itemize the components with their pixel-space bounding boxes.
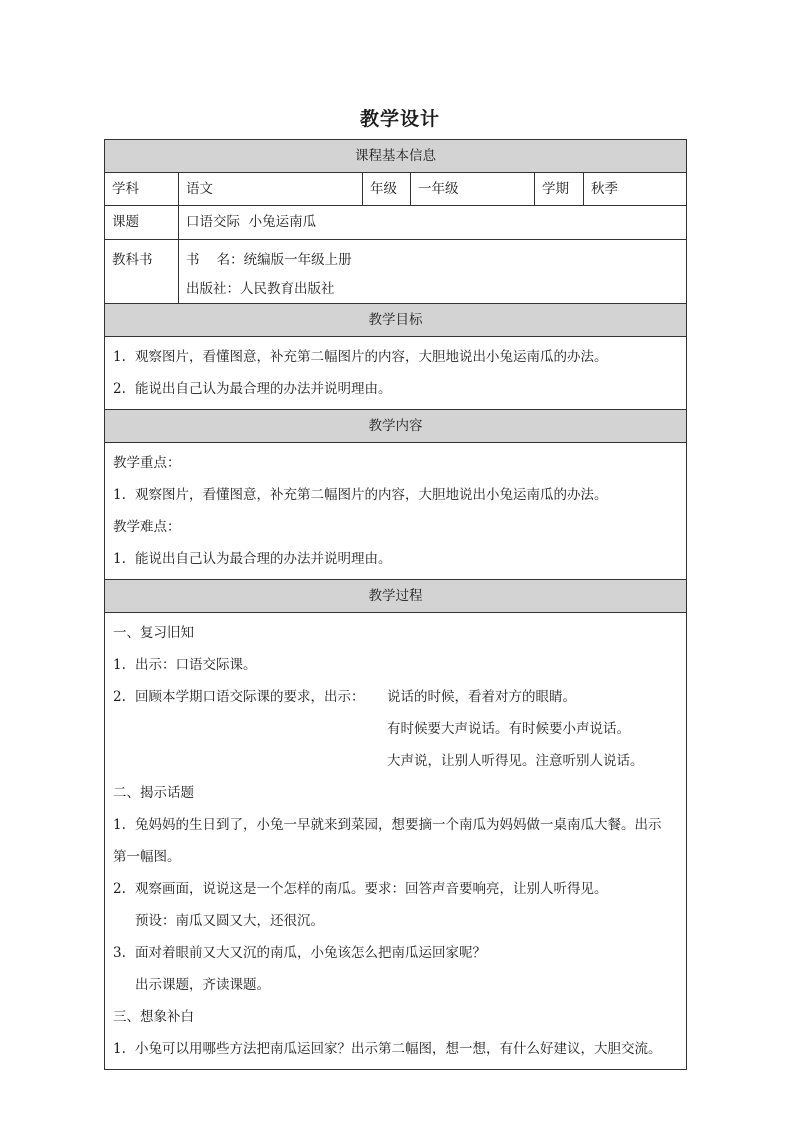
item-number: 2. <box>113 881 126 897</box>
term-label: 学期 <box>534 173 583 205</box>
item-text: 面对着眼前又大又沉的南瓜，小兔该怎么把南瓜运回家呢？ <box>135 945 486 961</box>
topic-value: 口语交际 小兔运南瓜 <box>178 206 686 239</box>
objectives-header: 教学目标 <box>105 303 686 336</box>
item-text: 出示：口语交际课。 <box>135 657 257 673</box>
key-point-number: 1. <box>113 487 126 503</box>
textbook-value <box>178 240 686 303</box>
item-text: 兔妈妈的生日到了，小兔一早就来到菜园，想要摘一个南瓜为妈妈做一桌南瓜大餐。出示 <box>135 817 662 833</box>
item-text: 回顾本学期口语交际课的要求，出示： <box>135 689 365 705</box>
section-title: 二、揭示话题 <box>113 785 194 801</box>
process-block <box>105 612 686 1069</box>
basic-info-header: 课程基本信息 <box>105 140 686 172</box>
item-continuation: 第一幅图。 <box>113 849 181 865</box>
process-item <box>113 809 678 841</box>
item-text: 观察画面，说说这是一个怎样的南瓜。要求：回答声音要响亮，让别人听得见。 <box>135 881 608 897</box>
objectives-block <box>105 336 686 409</box>
lesson-plan-table <box>104 139 687 1070</box>
content-block <box>105 442 686 579</box>
key-points-label: 教学重点： <box>113 455 181 471</box>
requirement-line: 有时候要大声说话。有时候要小声说话。 <box>387 721 630 737</box>
item-number: 3. <box>113 945 126 961</box>
objective-item <box>113 373 678 405</box>
difficult-point-number: 1. <box>113 551 126 567</box>
content-header: 教学内容 <box>105 409 686 442</box>
difficult-points-label: 教学难点： <box>113 519 181 535</box>
difficult-point-item <box>113 543 678 575</box>
process-header: 教学过程 <box>105 579 686 612</box>
item-number: 2. <box>113 689 126 705</box>
item-sub-line: 出示课题，齐读课题。 <box>135 977 270 993</box>
textbook-row <box>105 239 686 303</box>
objective-number: 1. <box>113 349 126 365</box>
textbook-label: 教科书 <box>112 252 153 268</box>
section-title: 三、想象补白 <box>113 1009 194 1025</box>
page-title: 教学设计 <box>359 108 440 130</box>
process-item <box>113 937 678 969</box>
textbook-publisher: 出版社：人民教育出版社 <box>186 281 335 297</box>
process-item <box>113 649 678 681</box>
requirement-line: 大声说，让别人听得见。注意听别人说话。 <box>387 753 644 769</box>
objective-text: 观察图片，看懂图意，补充第二幅图片的内容，大胆地说出小兔运南瓜的办法。 <box>135 349 608 365</box>
requirement-line: 说话的时候，看着对方的眼睛。 <box>387 689 576 705</box>
textbook-name: 书 名：统编版一年级上册 <box>186 252 352 268</box>
subject-row <box>105 172 686 205</box>
process-item <box>113 1033 678 1065</box>
grade-value: 一年级 <box>410 173 534 205</box>
item-sub-line: 预设：南瓜又圆又大，还很沉。 <box>135 913 324 929</box>
difficult-point-text: 能说出自己认为最合理的办法并说明理由。 <box>135 551 392 567</box>
key-point-text: 观察图片，看懂图意，补充第二幅图片的内容，大胆地说出小兔运南瓜的办法。 <box>135 487 608 503</box>
process-item <box>113 681 678 713</box>
topic-row <box>105 205 686 239</box>
subject-value: 语文 <box>178 173 362 205</box>
topic-label: 课题 <box>112 214 139 230</box>
item-number: 1. <box>113 657 126 673</box>
subject-label: 学科 <box>112 181 139 197</box>
objective-item <box>113 341 678 373</box>
section-title: 一、复习旧知 <box>113 625 194 641</box>
objective-text: 能说出自己认为最合理的办法并说明理由。 <box>135 381 392 397</box>
grade-label: 年级 <box>362 173 410 205</box>
objective-number: 2. <box>113 381 126 397</box>
item-number: 1. <box>113 1041 126 1057</box>
process-item <box>113 873 678 905</box>
key-point-item <box>113 479 678 511</box>
item-text: 小兔可以用哪些方法把南瓜运回家？出示第二幅图，想一想，有什么好建议，大胆交流。 <box>135 1041 662 1057</box>
item-number: 1. <box>113 817 126 833</box>
term-value: 秋季 <box>583 173 686 205</box>
